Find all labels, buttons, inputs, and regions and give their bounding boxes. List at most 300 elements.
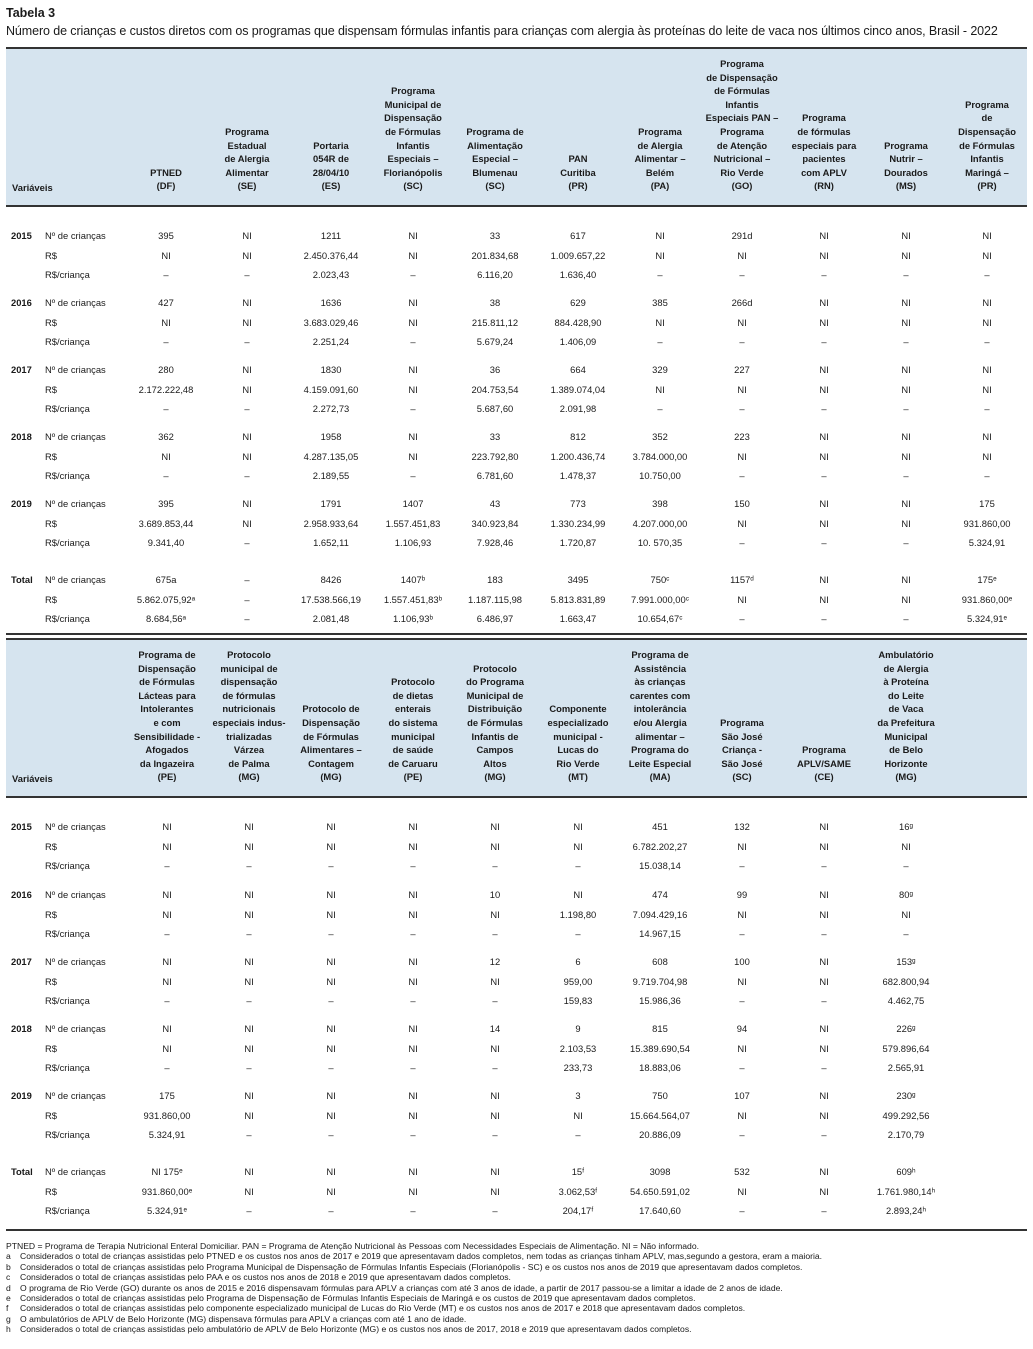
footnote-mark: f	[6, 1303, 9, 1314]
table-cell: NI	[242, 249, 252, 261]
table-cell: –	[328, 1205, 334, 1217]
table-cell: NI	[901, 364, 911, 375]
table-cell: NI	[737, 517, 747, 529]
table-caption: Número de crianças e custos diretos com os programas que dispensam fórmulas infantis para crianças com alergia às proteínas do leite de vaca nos últimos cinco anos, Brasil - 2022	[6, 24, 998, 38]
table-cell: NI	[982, 431, 992, 442]
table-cell: 8.684,56ᵃ	[146, 613, 186, 625]
table-cell: –	[492, 1129, 498, 1141]
table-cell: 1.636,40	[559, 269, 597, 281]
table-cell: NI	[819, 498, 829, 509]
table-cell: –	[244, 269, 250, 281]
table-cell: NI	[326, 1042, 336, 1054]
table-cell: NI	[737, 316, 747, 328]
table-cell: NI	[737, 249, 747, 261]
table-cell: 2.023,43	[312, 269, 350, 281]
table-cell: –	[739, 860, 745, 872]
table-cell: NI	[819, 517, 829, 529]
table-cell: NI	[408, 316, 418, 328]
year-label: Total	[11, 574, 33, 585]
row-label: R$/criança	[45, 860, 90, 872]
table-cell: 1.106,93ᵇ	[392, 613, 434, 625]
table-cell: 183	[487, 574, 503, 585]
column-header: Portaria 054R de 28/04/10 (ES)	[312, 139, 350, 192]
table-cell: NI	[408, 450, 418, 462]
table-cell: 1.200.436,74	[550, 450, 606, 462]
column-header: Componente especializado municipal - Lucas do Rio Verde (MT)	[547, 703, 609, 783]
footnote	[6, 1303, 1028, 1313]
table-cell: –	[163, 336, 169, 348]
table-cell: –	[821, 928, 827, 940]
table-cell: –	[328, 1062, 334, 1074]
footnote	[6, 1272, 1028, 1282]
column-header: Programa de fórmulas especiais para pacientes com APLV (RN)	[791, 112, 857, 192]
table-cell: NI	[819, 297, 829, 308]
table-cell: 2.189,55	[312, 470, 350, 482]
table-cell: NI	[819, 1042, 829, 1054]
table-cell: NI	[819, 1109, 829, 1121]
year-label: 2016	[11, 297, 32, 308]
table-cell: NI	[573, 840, 583, 852]
footnote-mark: e	[6, 1293, 11, 1304]
table-cell: NI	[819, 1185, 829, 1197]
table-cell: NI	[162, 821, 172, 832]
table-cell: –	[903, 860, 909, 872]
table-title: Tabela 3	[6, 6, 56, 20]
table-cell: –	[739, 269, 745, 281]
table-cell: 1.720,87	[559, 537, 597, 549]
table-cell: 1.406,09	[559, 336, 597, 348]
row-label: R$/criança	[45, 269, 90, 281]
footnote-mark: h	[6, 1324, 11, 1335]
table-cell: –	[246, 860, 252, 872]
table-cell: 33	[489, 431, 501, 442]
table-bottom-rule	[6, 1229, 1027, 1231]
table-cell: NI	[901, 517, 911, 529]
table-cell: 38	[489, 297, 501, 308]
table-divider	[6, 633, 1027, 635]
table-cell: 4.287.135,05	[303, 450, 359, 462]
table-cell: 1.652,11	[313, 537, 349, 549]
table-cell: NI	[326, 821, 336, 832]
table-cell: NI	[490, 975, 500, 987]
footnotes	[6, 1241, 1028, 1335]
table-cell: 33	[489, 230, 501, 241]
table-cell: 682.800,94	[882, 975, 930, 987]
table-cell: NI	[244, 908, 254, 920]
table-cell: 1.663,47	[559, 613, 597, 625]
row-label: R$	[45, 450, 57, 462]
table-cell: 3098	[649, 1166, 671, 1177]
table-cell: –	[903, 537, 909, 549]
table-cell: 750	[652, 1090, 668, 1101]
year-label: 2016	[11, 889, 32, 900]
table-cell: –	[739, 1129, 745, 1141]
table-cell: NI	[242, 498, 252, 509]
table-cell: NI	[408, 975, 418, 987]
row-label: R$/criança	[45, 1062, 90, 1074]
table-cell: –	[328, 995, 334, 1007]
table-cell: NI	[326, 1090, 336, 1101]
column-header: Protocolo de Dispensação de Fórmulas Alimentares – Contagem (MG)	[300, 703, 362, 783]
table-cell: NI	[819, 593, 829, 605]
table-cell: 175	[159, 1090, 175, 1101]
table-cell: 1157ᵈ	[730, 574, 754, 585]
column-header: Ambulatório de Alergia à Proteína do Leite de Vaca da Prefeitura Municipal de Belo Horizonte (MG)	[877, 649, 935, 783]
table-cell: 5.324,91ᵉ	[967, 613, 1007, 625]
table-cell: NI	[737, 908, 747, 920]
table-cell: –	[739, 1205, 745, 1217]
table-cell: NI	[408, 840, 418, 852]
table-cell: 5.324,91	[968, 537, 1006, 549]
row-label: R$	[45, 840, 57, 852]
table-cell: 2.170,79	[887, 1129, 925, 1141]
table-cell: NI	[819, 383, 829, 395]
table-cell: 329	[652, 364, 668, 375]
table-cell: –	[821, 403, 827, 415]
table-cell: NI	[982, 249, 992, 261]
year-label: 2015	[11, 230, 32, 241]
table-cell: NI	[326, 1166, 336, 1177]
table-cell: 18.883,06	[639, 1062, 681, 1074]
table-cell: 1636	[320, 297, 342, 308]
table-cell: NI	[819, 1090, 829, 1101]
table-cell: –	[410, 269, 416, 281]
table-cell: NI	[901, 249, 911, 261]
table-cell: NI	[242, 297, 252, 308]
row-label: R$	[45, 517, 57, 529]
table-cell: 6.782.202,27	[632, 840, 688, 852]
table-cell: NI	[737, 593, 747, 605]
table-cell: NI	[242, 316, 252, 328]
table-cell: 395	[158, 230, 174, 241]
table-cell: 4.462,75	[887, 995, 925, 1007]
table-cell: –	[244, 537, 250, 549]
year-label: 2017	[11, 364, 32, 375]
table-cell: NI	[161, 450, 171, 462]
table-cell: –	[246, 995, 252, 1007]
table-cell: –	[328, 928, 334, 940]
table-cell: 175	[979, 498, 995, 509]
table-cell: 931.860,00	[963, 517, 1011, 529]
table-cell: 2.450.376,44	[303, 249, 359, 261]
table-cell: –	[984, 269, 990, 281]
footnote	[6, 1324, 1028, 1334]
table-cell: –	[903, 269, 909, 281]
table-cell: NI	[901, 498, 911, 509]
column-header: Programa de Dispensação de Fórmulas Infantis Especiais PAN – Programa de Atenção Nutricional – Rio Verde (GO)	[705, 58, 779, 192]
table-cell: 3.683.029,46	[303, 316, 359, 328]
table-cell: NI	[326, 975, 336, 987]
table-cell: 99	[736, 889, 748, 900]
table-cell: NI	[408, 431, 418, 442]
table-cell: –	[575, 928, 581, 940]
row-label: R$	[45, 383, 57, 395]
table-cell: –	[164, 1062, 170, 1074]
table-cell: –	[163, 269, 169, 281]
table-cell: –	[492, 1205, 498, 1217]
table-cell: 266d	[731, 297, 753, 308]
table-cell: NI	[819, 1023, 829, 1034]
table-cell: 884.428,90	[554, 316, 602, 328]
table-cell: 291d	[731, 230, 753, 241]
table-cell: –	[410, 995, 416, 1007]
row-label: R$/criança	[45, 1205, 90, 1217]
column-header: Protocolo do Programa Municipal de Distribuição de Fórmulas Infantis de Campos Altos (MG)	[466, 662, 524, 783]
table-cell: NI	[326, 889, 336, 900]
table-cell: NI	[901, 908, 911, 920]
year-label: 2019	[11, 498, 32, 509]
table-cell: 959,00	[563, 975, 593, 987]
row-label: Nº de crianças	[45, 498, 106, 509]
table-cell: NI	[161, 316, 171, 328]
column-header: PAN Curitiba (PR)	[560, 153, 596, 192]
table-cell: –	[739, 613, 745, 625]
footnote-text: Considerados o total de crianças assistidas pelo Programa Municipal de Dispensação de Fórmulas Infantis Especiais (Florianópolis - SC) e os custos nos anos de 2019 que apresentavam dados completos.	[20, 1261, 803, 1272]
table-cell: –	[492, 1062, 498, 1074]
table-cell: NI	[982, 383, 992, 395]
table-cell: –	[739, 537, 745, 549]
table-cell: –	[903, 613, 909, 625]
table-cell: –	[984, 336, 990, 348]
row-label: R$/criança	[45, 995, 90, 1007]
table-cell: 17.538.566,19	[301, 593, 361, 605]
table-cell: 201.834,68	[471, 249, 519, 261]
table-cell: 340.923,84	[471, 517, 519, 529]
table-cell: NI	[244, 975, 254, 987]
column-header: Programa de Dispensação de Fórmulas Infantis Maringá – (PR)	[958, 98, 1016, 192]
table-cell: 2.565,91	[887, 1062, 925, 1074]
table-cell: NI	[901, 383, 911, 395]
table-cell: 100	[734, 956, 750, 967]
table-cell: 579.896,64	[882, 1042, 930, 1054]
table-cell: NI	[819, 889, 829, 900]
row-label: R$	[45, 249, 57, 261]
table-cell: 5.813.831,89	[550, 593, 606, 605]
row-label: Nº de crianças	[45, 1090, 106, 1101]
year-label: 2017	[11, 956, 32, 967]
table-cell: 1407ᵇ	[400, 574, 426, 585]
table-cell: 10.750,00	[639, 470, 681, 482]
table-cell: –	[410, 403, 416, 415]
table-cell: –	[903, 403, 909, 415]
table-cell: NI	[490, 1042, 500, 1054]
table-cell: NI	[655, 230, 665, 241]
table-cell: –	[492, 860, 498, 872]
table-cell: –	[410, 470, 416, 482]
table-cell: 5.324,91ᵉ	[147, 1205, 187, 1217]
table-cell: NI	[326, 1023, 336, 1034]
table-cell: 233,73	[563, 1062, 593, 1074]
table-cell: –	[163, 470, 169, 482]
table-cell: NI	[737, 1185, 747, 1197]
table-cell: NI	[737, 975, 747, 987]
table-cell: –	[657, 269, 663, 281]
table-cell: –	[328, 1129, 334, 1141]
table-cell: NI	[490, 1166, 500, 1177]
table-cell: –	[244, 403, 250, 415]
table-cell: NI	[655, 249, 665, 261]
table-cell: –	[328, 860, 334, 872]
table-cell: –	[821, 537, 827, 549]
column-header: Protocolo municipal de dispensação de fórmulas nutricionais especiais indus- trializadas Várzea de Palma (MG)	[212, 649, 286, 783]
footnote	[6, 1314, 1028, 1324]
table-cell: NI	[573, 889, 583, 900]
table-cell: –	[246, 1062, 252, 1074]
table-cell: –	[739, 403, 745, 415]
table-cell: NI	[490, 1109, 500, 1121]
table-cell: NI	[819, 574, 829, 585]
table-cell: 150	[734, 498, 750, 509]
row-label: R$/criança	[45, 613, 90, 625]
table-cell: 1.106,93	[394, 537, 432, 549]
table-cell: NI	[244, 1109, 254, 1121]
table-cell: 107	[734, 1090, 750, 1101]
table-cell: –	[410, 860, 416, 872]
table-cell: NI	[901, 297, 911, 308]
row-label: Nº de crianças	[45, 1023, 106, 1034]
table-cell: –	[410, 336, 416, 348]
table-cell: –	[739, 1062, 745, 1074]
table-cell: NI	[408, 889, 418, 900]
table-cell: 54.650.591,02	[630, 1185, 690, 1197]
table-cell: NI	[408, 956, 418, 967]
table-cell: NI	[408, 297, 418, 308]
table-cell: 280	[158, 364, 174, 375]
table-cell: –	[244, 574, 250, 585]
table-cell: 352	[652, 431, 668, 442]
table-cell: NI	[162, 840, 172, 852]
table-cell: 12	[489, 956, 501, 967]
table-cell: 395	[158, 498, 174, 509]
table-cell: NI	[244, 1090, 254, 1101]
table-cell: 175ᵉ	[977, 574, 997, 585]
table-cell: NI	[242, 364, 252, 375]
table-cell: –	[244, 593, 250, 605]
table-cell: NI	[326, 1109, 336, 1121]
table-cell: NI 175ᵉ	[151, 1166, 183, 1177]
table-cell: 7.928,46	[476, 537, 514, 549]
table-cell: 1.761.980,14ʰ	[876, 1185, 936, 1197]
table-cell: 1211	[320, 230, 342, 241]
table-cell: NI	[901, 450, 911, 462]
table-cell: 132	[734, 821, 750, 832]
column-header: Programa APLV/SAME (CE)	[797, 744, 851, 783]
table-cell: 204,17ᶠ	[562, 1205, 594, 1217]
table-cell: –	[739, 336, 745, 348]
row-label: R$	[45, 1109, 57, 1121]
table-cell: 1958	[320, 431, 342, 442]
table-cell: 2.272,73	[312, 403, 350, 415]
table-cell: 43	[489, 498, 501, 509]
table-cell: 1.009.657,22	[550, 249, 606, 261]
table-cell: 20.886,09	[639, 1129, 681, 1141]
header-variable: Variáveis	[12, 182, 53, 193]
column-header: Programa de Dispensação de Fórmulas Lácteas para Intolerantes e com Sensibilidade - Afogados da Ingazeira (PE)	[133, 649, 201, 783]
table-cell: NI	[573, 1109, 583, 1121]
table-cell: 8426	[320, 574, 342, 585]
table-cell: –	[410, 1062, 416, 1074]
table-cell: –	[575, 860, 581, 872]
row-label: R$/criança	[45, 470, 90, 482]
row-label: Nº de crianças	[45, 431, 106, 442]
table-cell: NI	[819, 450, 829, 462]
table-cell: 773	[570, 498, 586, 509]
table-cell: –	[164, 928, 170, 940]
column-header: Protocolo de dietas enterais do sistema municipal de saúde de Caruaru (PE)	[388, 676, 438, 783]
table-cell: NI	[490, 908, 500, 920]
table-cell: 451	[652, 821, 668, 832]
table-cell: 2.091,98	[559, 403, 597, 415]
table-cell: NI	[408, 1185, 418, 1197]
table-cell: 629	[570, 297, 586, 308]
table-cell: 664	[570, 364, 586, 375]
footnote-mark: g	[6, 1313, 11, 1324]
table-cell: 6	[575, 956, 581, 967]
column-header: Programa de Alimentação Especial – Blumenau (SC)	[466, 126, 524, 192]
footnote-text: O programa de Rio Verde (GO) durante os anos de 2015 e 2016 dispensavam fórmulas para APLV a crianças com até 3 anos de idade, a partir de 2017 passou-se a limitar a idade de 2 anos de idade.	[20, 1282, 783, 1293]
table-cell: NI	[737, 1042, 747, 1054]
table-cell: 398	[652, 498, 668, 509]
row-label: R$/criança	[45, 336, 90, 348]
footnote-text: Considerados o total de crianças assistidas pelo Programa de Dispensação de Fórmulas Infantis Especiais de Maringá e os custos de 2019 que apresentavam dados completos.	[20, 1293, 696, 1304]
table-cell: NI	[162, 1042, 172, 1054]
table-cell: 6.781,60	[476, 470, 514, 482]
table-cell: 16ᵍ	[899, 821, 913, 832]
table-cell: –	[164, 995, 170, 1007]
table-cell: 608	[652, 956, 668, 967]
table-cell: NI	[573, 821, 583, 832]
table-cell: –	[739, 928, 745, 940]
table-cell: 931.860,00ᵉ	[141, 1185, 193, 1197]
table-cell: 1.389.074,04	[550, 383, 606, 395]
table-cell: 1.198,80	[559, 908, 597, 920]
table-cell: 7.991.000,00ᶜ	[630, 593, 690, 605]
table-cell: –	[246, 928, 252, 940]
table-cell: NI	[326, 956, 336, 967]
table-cell: NI	[819, 840, 829, 852]
table-cell: NI	[901, 574, 911, 585]
table-cell: NI	[408, 1166, 418, 1177]
table-cell: –	[821, 1129, 827, 1141]
table-cell: NI	[244, 1185, 254, 1197]
row-label: Nº de crianças	[45, 889, 106, 900]
table-cell: 15ᶠ	[571, 1166, 585, 1177]
table-header-1	[6, 47, 1027, 207]
table-cell: 1791	[320, 498, 342, 509]
year-label: 2015	[11, 821, 32, 832]
table-cell: –	[903, 928, 909, 940]
table-cell: 1407	[402, 498, 424, 509]
table-cell: 80ᵍ	[899, 889, 913, 900]
table-cell: 5.687,60	[476, 403, 514, 415]
table-cell: 15.038,14	[639, 860, 681, 872]
table-cell: 10.654,67ᶜ	[637, 613, 683, 625]
table-cell: 1.330.234,99	[550, 517, 606, 529]
table-cell: NI	[982, 316, 992, 328]
table-cell: NI	[162, 908, 172, 920]
table-cell: NI	[901, 316, 911, 328]
table-cell: –	[739, 995, 745, 1007]
table-cell: 4.159.091,60	[303, 383, 359, 395]
table-cell: NI	[244, 889, 254, 900]
column-header: Programa Municipal de Dispensação de Fórmulas Infantis Especiais – Florianópolis (SC)	[383, 85, 443, 192]
table-cell: 1.187.115,98	[467, 593, 523, 605]
table-cell: 15.664.564,07	[630, 1109, 690, 1121]
table-cell: NI	[244, 1042, 254, 1054]
table-cell: NI	[901, 593, 911, 605]
row-label: Nº de crianças	[45, 956, 106, 967]
footnote-text: Considerados o total de crianças assistidas pelo ambulatório de APLV de Belo Horizonte (MG) e os custos nos anos de 2017, 2018 e 2019 que apresentavam dados completos.	[20, 1324, 692, 1335]
